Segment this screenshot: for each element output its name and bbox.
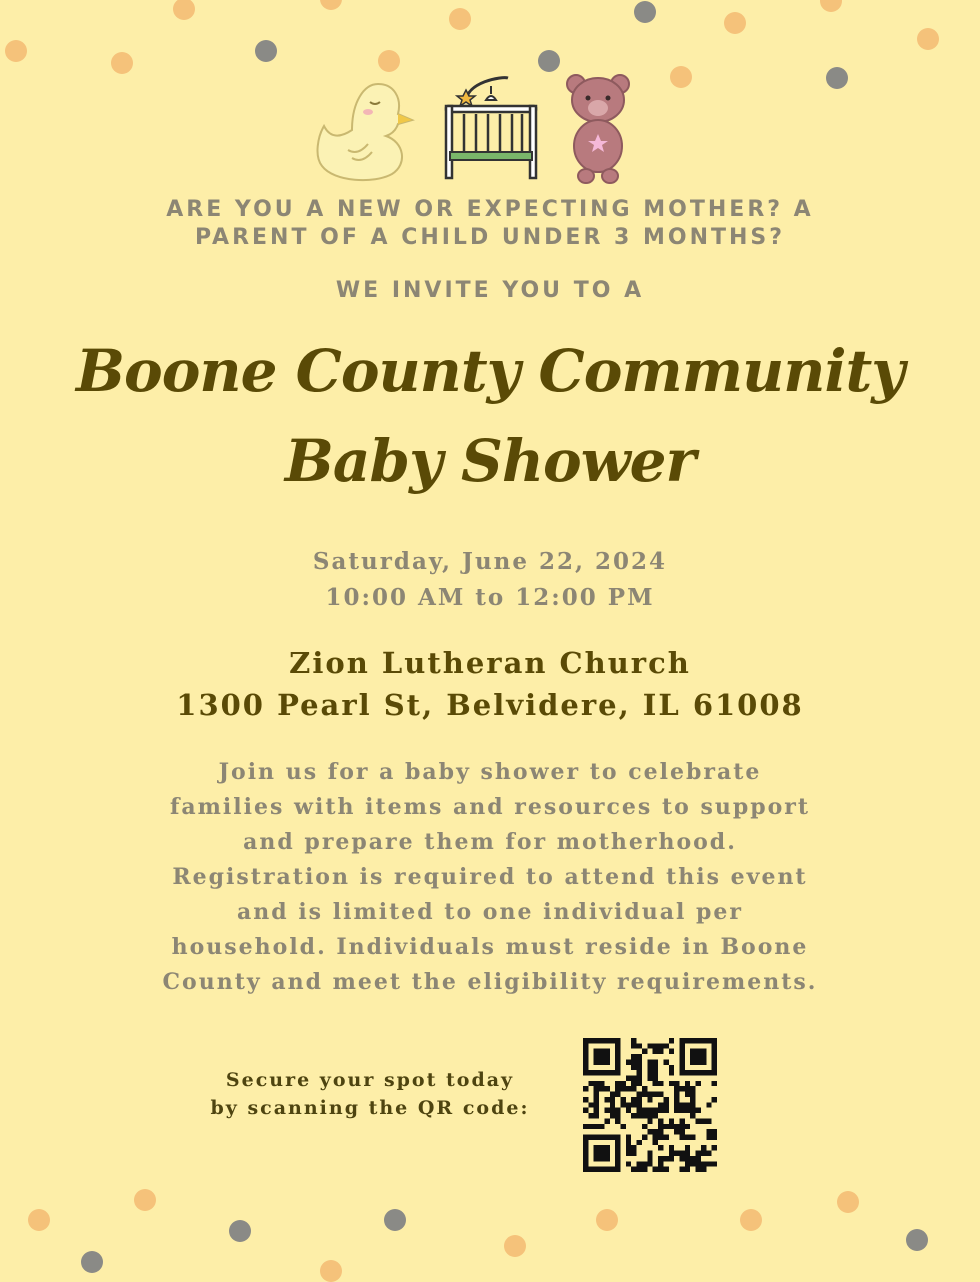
- dot: [538, 50, 560, 72]
- dot: [634, 1, 656, 23]
- dot: [229, 1220, 251, 1242]
- invite-line: WE INVITE YOU TO A: [335, 278, 645, 303]
- event-date: Saturday, June 22, 2024: [312, 548, 668, 575]
- dot: [81, 1251, 103, 1273]
- dot: [724, 12, 746, 34]
- venue-name: Zion Lutheran Church: [289, 646, 691, 680]
- duck-icon: [312, 72, 416, 184]
- dot: [320, 1260, 342, 1282]
- event-description: Join us for a baby shower to celebrate families with items and resources to support and prepare them for motherhood. Registration is required to attend this event and is limited to one individual per household. Individuals must reside in Boone County and meet the eligibility requirements.: [162, 759, 818, 995]
- dot: [378, 50, 400, 72]
- event-title-line1: Boone County Community: [76, 337, 904, 405]
- dot: [504, 1235, 526, 1257]
- event-title: [0, 326, 980, 506]
- teddy-bear-icon: [564, 72, 634, 184]
- venue-address: 1300 Pearl St, Belvidere, IL 61008: [176, 688, 804, 722]
- dot: [596, 1209, 618, 1231]
- dot: [320, 0, 342, 10]
- dot: [449, 8, 471, 30]
- dot: [173, 0, 195, 20]
- icon-row: [0, 72, 980, 184]
- event-venue: [0, 642, 980, 726]
- dot: [384, 1209, 406, 1231]
- dot: [837, 1191, 859, 1213]
- intro-question: [0, 196, 980, 252]
- cta-line2: by scanning the QR code:: [210, 1097, 530, 1119]
- event-datetime: [0, 544, 980, 616]
- event-title-line2: Baby Shower: [284, 427, 696, 495]
- intro-question-line2: PARENT OF A CHILD UNDER 3 MONTHS?: [194, 225, 786, 250]
- qr-code-icon[interactable]: [583, 1038, 717, 1172]
- dot: [906, 1229, 928, 1251]
- intro-question-line1: ARE YOU A NEW OR EXPECTING MOTHER? A: [166, 197, 814, 222]
- dot: [255, 40, 277, 62]
- dot: [111, 52, 133, 74]
- event-time: 10:00 AM to 12:00 PM: [325, 584, 655, 611]
- crib-icon: [442, 72, 540, 184]
- cta-line1: Secure your spot today: [225, 1069, 515, 1091]
- dot: [917, 28, 939, 50]
- registration-cta: [190, 1066, 550, 1122]
- dot: [5, 40, 27, 62]
- dot: [740, 1209, 762, 1231]
- dot: [28, 1209, 50, 1231]
- dot: [820, 0, 842, 12]
- dot: [134, 1189, 156, 1211]
